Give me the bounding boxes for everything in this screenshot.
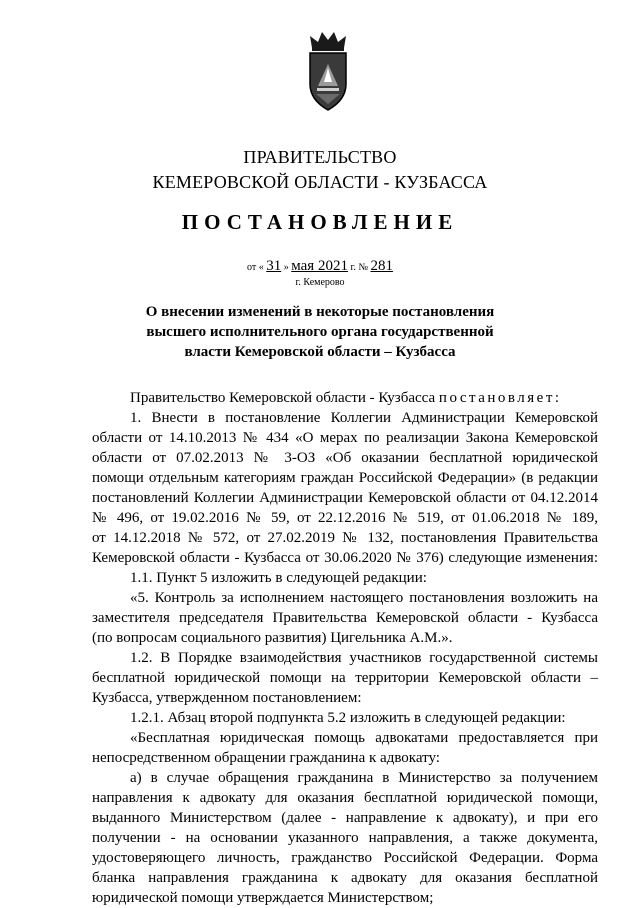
preamble-line — [92, 388, 598, 408]
body-line: 1.2.1. Абзац второй подпункта 5.2 изложить в следующей редакции: — [130, 710, 566, 726]
body-line: 1.2. В Порядке взаимодействия участников государственной системы — [130, 650, 598, 666]
document-number: 281 — [370, 258, 393, 274]
body-line: области от 14.10.2013 № 434 «О мерах по реализации Закона Кемеровской — [92, 430, 598, 446]
document-title-line: О внесении изменений в некоторые постановления — [145, 304, 495, 320]
body-line: «5. Контроль за исполнением настоящего постановления возложить на — [130, 590, 598, 606]
body-line: 1. Внести в постановление Коллегии Администрации Кемеровской — [130, 410, 598, 426]
body-line: области от 07.02.2013 № 3-ОЗ «Об оказании бесплатной юридической — [92, 450, 598, 466]
city-label: г. Кемерово — [295, 277, 345, 288]
date-prefix: от « — [247, 262, 264, 273]
preamble-action: постановляет: — [438, 390, 562, 406]
body-line: юридической помощи утверждается Министерством; — [92, 890, 434, 906]
date-mid: » — [283, 262, 289, 273]
body-line: № 496, от 19.02.2016 № 59, от 22.12.2016 № 519, от 01.06.2018 № 189, — [92, 510, 598, 526]
document-body — [92, 388, 598, 908]
body-line: получении - на основании указанного направления, а также документа, — [92, 830, 598, 846]
body-line: Кузбасса, утвержденном постановлением: — [92, 690, 362, 706]
body-line: непосредственном обращении гражданина к адвокату: — [92, 750, 440, 766]
coat-of-arms-emblem — [300, 28, 356, 114]
body-line: а) в случае обращения гражданина в Министерство за получением — [130, 770, 598, 786]
body-line: выданного Министерством (далее - направление к адвокату), и при его — [92, 810, 598, 826]
document-title-line: высшего исполнительного органа государственной — [146, 324, 494, 340]
document-type-title: ПОСТАНОВЛЕНИЕ — [181, 210, 459, 234]
date-suffix: г. — [350, 262, 356, 273]
body-line: удостоверяющего личность, гражданство Российской Федерации. Форма — [92, 850, 598, 866]
body-line: заместителя председателя Правительства Кемеровской области - Кузбасса — [92, 610, 598, 626]
body-line: постановлений Коллегии Администрации Кемеровской области от 04.12.2014 — [92, 490, 598, 506]
body-line: бесплатной юридической помощи на территории Кемеровской области – — [92, 670, 598, 686]
date-month-year: мая 2021 — [291, 258, 348, 274]
body-line: бланка направления гражданина к адвокату для оказания бесплатной — [92, 870, 598, 886]
date-day: 31 — [266, 258, 282, 274]
preamble-text: Правительство Кемеровской области - Кузбасса — [130, 390, 436, 406]
body-line: 1.1. Пункт 5 изложить в следующей редакции: — [130, 570, 427, 586]
body-line: (по вопросам социального развития) Цигельника А.М.». — [92, 630, 453, 646]
body-line: от 14.12.2018 № 572, от 27.02.2019 № 132, постановления Правительства — [92, 530, 598, 546]
number-label: № — [358, 262, 368, 273]
document-title-line: власти Кемеровской области – Кузбасса — [184, 344, 456, 360]
body-line: помощи отдельным категориям граждан Российской Федерации» (в редакции — [92, 470, 598, 486]
body-line: Кемеровской области - Кузбасса от 30.06.2020 № 376) следующие изменения: — [92, 550, 598, 566]
government-name-line2: КЕМЕРОВСКОЙ ОБЛАСТИ - КУЗБАССА — [152, 172, 488, 192]
government-name-line1: ПРАВИТЕЛЬСТВО — [243, 147, 397, 167]
body-line: направления к адвокату для оказания бесплатной юридической помощи, — [92, 790, 598, 806]
date-number-line — [0, 258, 640, 275]
body-line: «Бесплатная юридическая помощь адвокатами предоставляется при — [130, 730, 598, 746]
